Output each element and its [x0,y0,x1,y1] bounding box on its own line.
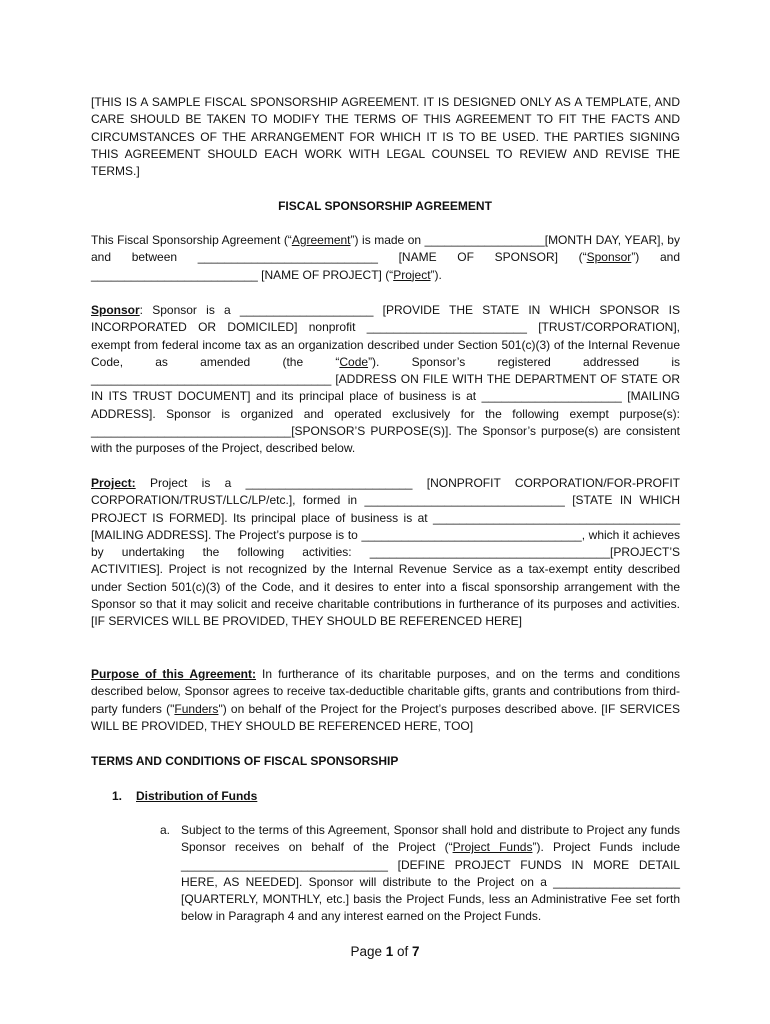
term-funders: Funders [174,701,219,716]
purpose-text-2: ") on behalf of the Project for the Project’s purposes described above. [IF SERVICES WILL BE PROVIDED, THEY SHOULD BE REFERENCED HERE, TOO] [91,701,680,733]
intro-text-1: This Fiscal Sponsorship Agreement (“ [91,233,292,247]
terms-heading: TERMS AND CONDITIONS OF FISCAL SPONSORSHIP [91,754,399,768]
of-word: of [397,944,409,959]
item-a [160,822,680,926]
sponsor-text-2: ”). Sponsor’s registered addressed is ____________________________________ [ADDRESS ON FILE WITH THE DEPARTMENT OF STATE OR IN ITS TRUST DOCUMENT] and its principal place of business is at _____________________ [MAILING ADDRESS]. Sponsor is organized and operated exclusively for the following exempt purpose(s): ______________________________[SPONSOR’S PURPOSE(S)]. The Sponsor’s purpose(s) are consistent with the purposes of the Project, described below. [91,354,680,456]
sponsor-label: Sponsor [91,303,140,317]
purpose-text-1: In furtherance of its charitable purposes, and on the terms and conditions described below, Sponsor agrees to receive tax-deductible charitable gifts, grants and contributions from third-party funders (" [91,667,680,716]
section-1-title: Distribution of Funds [136,789,258,803]
intro-text-3: ”) and _________________________ [NAME OF PROJECT] (“ [91,250,680,282]
sponsor-paragraph [91,302,680,458]
item-a-text-2: ”). Project Funds include _______________________________ [DEFINE PROJECT FUNDS IN MORE DETAIL HERE, AS NEEDED]. Sponsor will distribute to the Project on a ___________________ [QUARTERLY, MONTHLY, etc.] basis the Project Funds, less an Administrative Fee set forth below in Paragraph 4 and any interest earned on the Project Funds. [181,840,680,924]
project-paragraph [91,475,680,631]
section-1-number: 1. [112,789,123,803]
section-1-heading [112,788,257,805]
term-agreement: Agreement [291,233,351,247]
term-project: Project [393,267,431,282]
project-text: Project is a _________________________ [NONPROFIT CORPORATION/FOR-PROFIT CORPORATION/TRUST/LLC/LP/etc.], formed in ______________________________ [STATE IN WHICH PROJECT IS FORMED]. Its principal place of business is at _____________________________________ [MAILING ADDRESS]. The Project’s purpose is to _________________________________, which it achieves by undertaking the following activities: ____________________________________[PROJECT’S ACTIVITIES]. Project is not recognized by the Internal Revenue Service as a tax-exempt entity described under Section 501(c)(3) of the Code, and it desires to enter into a fiscal sponsorship arrangement with the Sponsor so that it may solicit and receive charitable contributions in furtherance of its purposes and activities. [IF SERVICES WILL BE PROVIDED, THEY SHOULD BE REFERENCED HERE] [91,476,680,629]
project-label: Project: [91,476,136,490]
term-project-funds: Project Funds [452,840,533,855]
purpose-paragraph [91,666,680,735]
item-a-text-1: Subject to the terms of this Agreement, Sponsor shall hold and distribute to Project any funds Sponsor receives on behalf of the Project (“ [181,823,680,855]
item-a-letter: a. [160,823,171,837]
sample-notice: [THIS IS A SAMPLE FISCAL SPONSORSHIP AGREEMENT. IT IS DESIGNED ONLY AS A TEMPLATE, AND CARE SHOULD BE TAKEN TO MODIFY THE TERMS OF THIS AGREEMENT TO FIT THE FACTS AND CIRCUMSTANCES OF THE ARRANGEMENT FOR WHICH IT IS TO BE USED. THE PARTIES SIGNING THIS AGREEMENT SHOULD EACH WORK WITH LEGAL COUNSEL TO REVIEW AND REVISE THE TERMS.] [91,95,680,179]
page-number: 1 [385,944,394,959]
purpose-label: Purpose of this Agreement: [91,667,257,681]
agreement-title: FISCAL SPONSORSHIP AGREEMENT [278,199,492,213]
intro-text-2: ”) is made on __________________[MONTH DAY, YEAR], by and between ___________________________ [NAME OF SPONSOR] (“ [91,233,680,265]
page-footer [0,943,770,960]
term-sponsor: Sponsor [586,250,632,265]
page-word: Page [350,944,382,959]
item-a-text [181,822,680,926]
term-code: Code [339,354,369,369]
intro-paragraph [91,232,680,284]
page-total: 7 [412,944,420,959]
sponsor-text-1: : Sponsor is a ____________________ [PROVIDE THE STATE IN WHICH SPONSOR IS INCORPORATED OR DOMICILED] nonprofit ________________________ [TRUST/CORPORATION], exempt from federal income tax as an organization described under Section 501(c)(3) of the Internal Revenue Code, as amended (the “ [91,303,680,369]
intro-text-4: ”). [430,267,442,282]
